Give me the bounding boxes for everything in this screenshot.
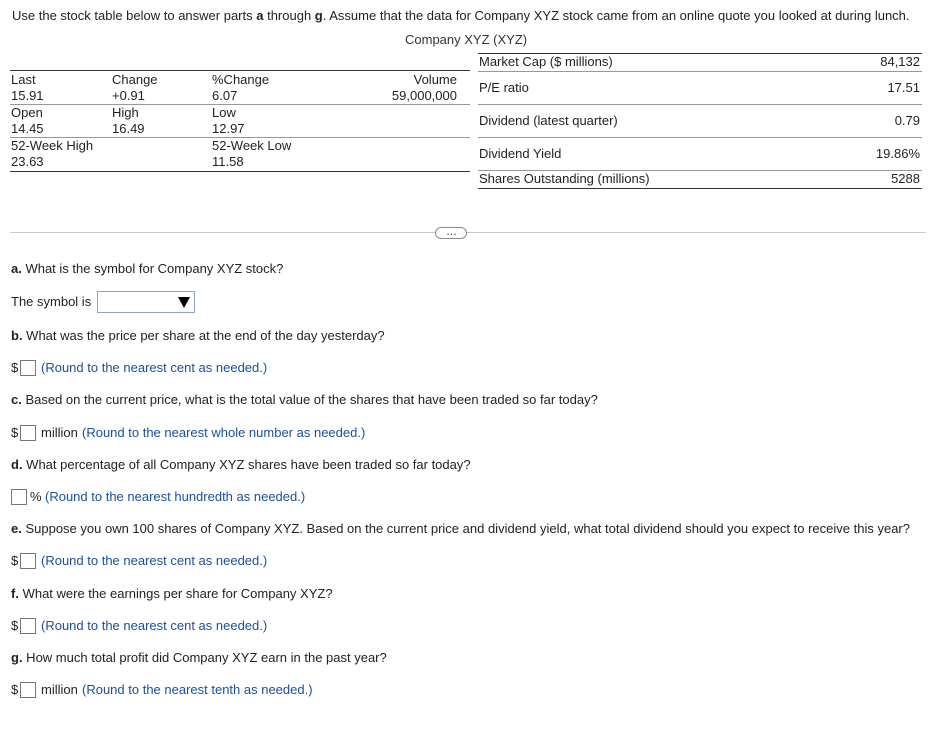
wk52-low-label: 52-Week Low: [212, 138, 292, 153]
volume-value: 59,000,000: [391, 88, 457, 103]
high-label: High: [112, 105, 139, 120]
symbol-dropdown[interactable]: [97, 291, 195, 313]
question-g: g. How much total profit did Company XYZ earn in the past year?: [11, 650, 387, 665]
symbol-answer-label: The symbol is: [11, 294, 92, 309]
change-value: +0.91: [112, 88, 145, 103]
rounding-hint: (Round to the nearest tenth as needed.): [82, 682, 313, 697]
pct-change-label: %Change: [212, 72, 270, 87]
high-value: 16.49: [112, 121, 145, 136]
rounding-hint: (Round to the nearest cent as needed.): [41, 618, 268, 633]
currency-symbol: $: [11, 360, 19, 375]
open-value: 14.45: [11, 121, 44, 136]
currency-symbol: $: [11, 682, 19, 697]
rounding-hint: (Round to the nearest whole number as needed.): [82, 425, 366, 440]
dropdown-arrow-icon: [178, 297, 190, 308]
right-table-row-rule: [478, 71, 922, 72]
pct-change-value: 6.07: [212, 88, 238, 103]
wk52-high-value: 23.63: [11, 154, 44, 169]
intro-text: Use the stock table below to answer parts a through g. Assume that the data for Company XYZ stock came from an online quote you looked at during lunch.: [12, 8, 910, 23]
pe-ratio-label: P/E ratio: [479, 80, 529, 95]
unit-label: %: [30, 489, 42, 504]
dividend-yield-value: 19.86%: [875, 146, 920, 161]
change-label: Change: [112, 72, 158, 87]
pe-ratio-value: 17.51: [887, 80, 920, 95]
shares-outstanding-value: 5288: [891, 171, 920, 186]
question-a: a. What is the symbol for Company XYZ stock?: [11, 261, 284, 276]
currency-symbol: $: [11, 553, 19, 568]
wk52-high-label: 52-Week High: [11, 138, 94, 153]
question-e: e. Suppose you own 100 shares of Company XYZ. Based on the current price and dividend yield, what total dividend should you expect to receive this year?: [11, 521, 910, 536]
market-cap-value: 84,132: [880, 54, 920, 69]
dividend-label: Dividend (latest quarter): [479, 113, 618, 128]
percentage-traded-input[interactable]: [11, 489, 27, 505]
expand-more-button[interactable]: …: [435, 227, 467, 239]
traded-value-input[interactable]: [20, 425, 36, 441]
wk52-low-value: 11.58: [212, 154, 244, 169]
total-dividend-input[interactable]: [20, 553, 36, 569]
left-table-row-rule: [10, 104, 470, 105]
unit-label: million: [41, 682, 78, 697]
last-label: Last: [11, 72, 36, 87]
low-value: 12.97: [212, 121, 245, 136]
currency-symbol: $: [11, 425, 19, 440]
currency-symbol: $: [11, 618, 19, 633]
question-f: f. What were the earnings per share for Company XYZ?: [11, 586, 333, 601]
volume-label: Volume: [413, 72, 457, 87]
dividend-yield-label: Dividend Yield: [479, 146, 562, 161]
total-profit-input[interactable]: [20, 682, 36, 698]
price-yesterday-input[interactable]: [20, 360, 36, 376]
right-table-row-rule: [478, 137, 922, 138]
table-title: Company XYZ (XYZ): [405, 32, 528, 47]
question-c: c. Based on the current price, what is the total value of the shares that have been traded so far today?: [11, 392, 598, 407]
market-cap-label: Market Cap ($ millions): [479, 54, 613, 69]
right-table-row-rule: [478, 104, 922, 105]
low-label: Low: [212, 105, 236, 120]
question-b: b. What was the price per share at the end of the day yesterday?: [11, 328, 385, 343]
left-table-top-rule: [10, 70, 470, 71]
rounding-hint: (Round to the nearest cent as needed.): [41, 553, 268, 568]
left-table-bottom-rule: [10, 171, 470, 172]
open-label: Open: [11, 105, 43, 120]
section-divider: [10, 232, 926, 233]
shares-outstanding-label: Shares Outstanding (millions): [479, 171, 650, 186]
question-d: d. What percentage of all Company XYZ shares have been traded so far today?: [11, 457, 471, 472]
last-value: 15.91: [11, 88, 44, 103]
dividend-value: 0.79: [894, 113, 920, 128]
rounding-hint: (Round to the nearest hundredth as needed.): [45, 489, 306, 504]
unit-label: million: [41, 425, 78, 440]
eps-input[interactable]: [20, 618, 36, 634]
rounding-hint: (Round to the nearest cent as needed.): [41, 360, 268, 375]
right-table-bottom-rule: [478, 188, 922, 189]
